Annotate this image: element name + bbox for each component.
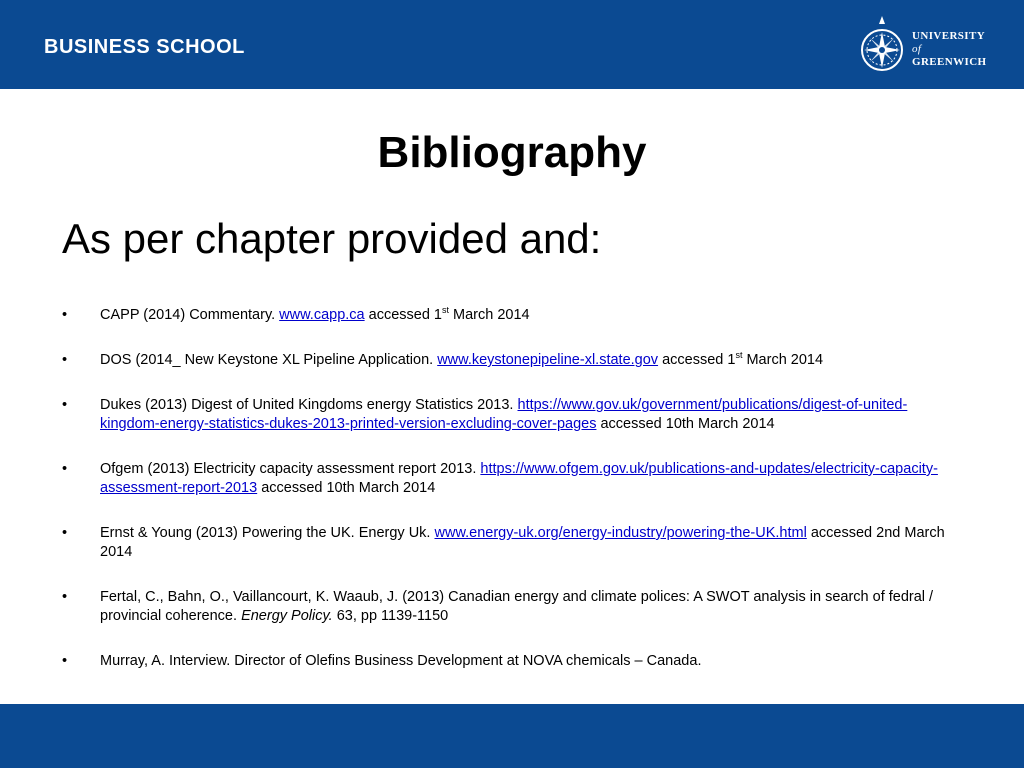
reference-link[interactable]: www.energy-uk.org/energy-industry/powering-the-UK.html (434, 525, 807, 541)
reference-list (62, 306, 962, 697)
reference-item (62, 524, 962, 562)
reference-link[interactable]: https://www.gov.uk/government/publications/digest-of-united-kingdom-energy-statistics-dukes-2013-printed-version-excluding-cover-pages (100, 397, 908, 432)
bullet: • (62, 352, 68, 368)
reference-accessed: accessed 10th March 2014 (257, 480, 436, 496)
ordinal-suffix: st (442, 305, 450, 316)
reference-text: Ofgem (2013) Electricity capacity assessment report 2013. (100, 461, 481, 477)
reference-accessed: accessed 10th March 2014 (596, 416, 775, 432)
bullet: • (62, 525, 68, 541)
reference-item (62, 351, 962, 370)
reference-accessed: accessed 2nd March 2014 (100, 525, 945, 560)
reference-item (62, 652, 962, 671)
reference-text: Ernst & Young (2013) Powering the UK. Energy Uk. (100, 525, 435, 541)
reference-date: March 2014 (742, 352, 824, 368)
reference-text: DOS (2014_ New Keystone XL Pipeline Application. (100, 352, 438, 368)
school-label: BUSINESS SCHOOL (44, 36, 245, 58)
reference-pages: 63, pp 1139-1150 (332, 608, 449, 624)
header-band (0, 0, 1024, 89)
slide-title: Bibliography (377, 128, 647, 177)
bullet: • (62, 461, 68, 477)
bullet: • (62, 307, 68, 323)
bullet: • (62, 589, 68, 605)
logo-greenwich: GREENWICH (912, 56, 987, 68)
reference-item (62, 460, 962, 498)
reference-link[interactable]: https://www.ofgem.gov.uk/publications-and-updates/electricity-capacity-assessment-report-2013 (100, 461, 938, 496)
ordinal-suffix: st (735, 350, 743, 361)
reference-item (62, 588, 962, 626)
reference-link[interactable]: www.keystonepipeline-xl.state.gov (437, 352, 659, 368)
university-logo (858, 14, 998, 78)
slide-subtitle: As per chapter provided and: (62, 215, 602, 262)
bullet: • (62, 397, 68, 413)
reference-accessed: accessed 1 (364, 307, 442, 323)
reference-text: CAPP (2014) Commentary. (100, 307, 280, 323)
reference-link[interactable]: www.capp.ca (279, 307, 365, 323)
bullet: • (62, 653, 68, 669)
reference-item (62, 396, 962, 434)
reference-text: Fertal, C., Bahn, O., Vaillancourt, K. Waaub, J. (2013) Canadian energy and climate polices: A SWOT analysis in search of fedral / provincial coherence. (100, 589, 934, 624)
logo-of: of (912, 43, 922, 55)
compass-crest-icon (858, 14, 906, 76)
reference-text: Murray, A. Interview. Director of Olefins Business Development at NOVA chemicals – Canada. (100, 653, 702, 669)
reference-text: Dukes (2013) Digest of United Kingdoms energy Statistics 2013. (100, 397, 518, 413)
reference-accessed: accessed 1 (658, 352, 736, 368)
reference-item (62, 306, 962, 325)
reference-date: March 2014 (449, 307, 530, 323)
footer-band (0, 704, 1024, 768)
logo-university: UNIVERSITY (912, 30, 986, 42)
journal-title: Energy Policy. (241, 608, 333, 624)
